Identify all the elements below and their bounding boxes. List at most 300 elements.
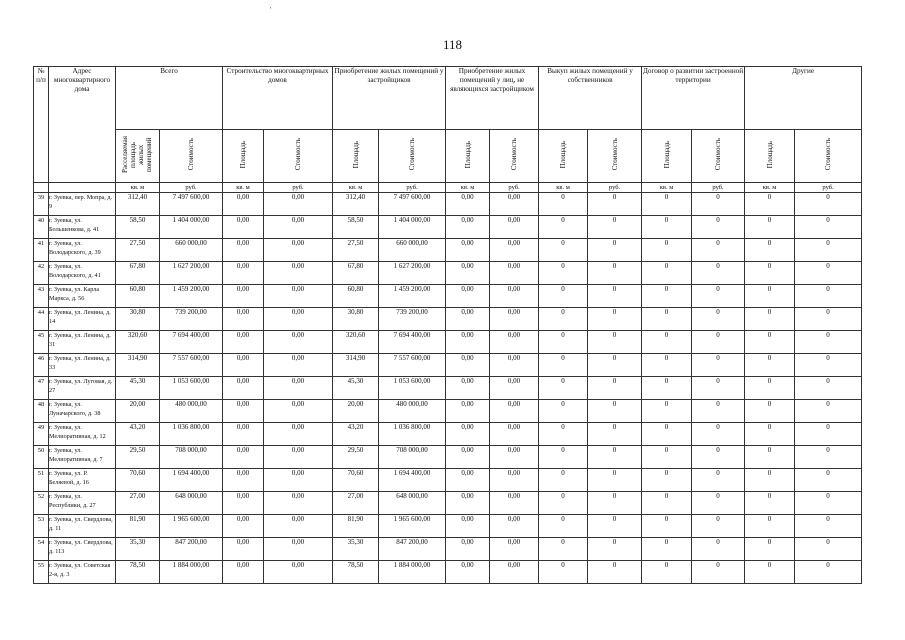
table-row: [34, 354, 862, 377]
cell-area: 0,00: [446, 193, 490, 216]
cell-cost: 708 000,00: [160, 446, 223, 469]
cell-cost: 7 557 600,00: [160, 354, 223, 377]
row-number: 52: [34, 492, 49, 515]
cell-cost: 0: [795, 423, 862, 446]
row-address: г. Зуевка, ул. Свердлова, д. 11: [49, 515, 116, 538]
cell-area: 0: [745, 492, 795, 515]
cell-area: 0,00: [223, 285, 264, 308]
cell-cost: 7 497 600,00: [379, 193, 446, 216]
cell-cost: 0,00: [264, 354, 333, 377]
cell-area: 0: [745, 262, 795, 285]
cell-area: 58,50: [116, 216, 160, 239]
subheader-resettled-area: Расселяемая площадь жилых помещений: [116, 130, 160, 183]
cell-cost: 0: [795, 331, 862, 354]
header-address: Адрес многоквартирного дома: [49, 67, 116, 183]
cell-area: 0: [745, 377, 795, 400]
cell-area: 0: [642, 216, 692, 239]
header-row-sub: [34, 130, 862, 183]
cell-area: 0: [745, 308, 795, 331]
cell-cost: 0,00: [490, 515, 539, 538]
cell-area: 0,00: [223, 446, 264, 469]
cell-cost: 0,00: [264, 515, 333, 538]
cell-area: 0,00: [446, 262, 490, 285]
cell-area: 0,00: [223, 423, 264, 446]
unit-cost: руб.: [490, 183, 539, 193]
cell-area: 320,60: [333, 331, 379, 354]
row-number: 41: [34, 239, 49, 262]
cell-area: 0: [642, 331, 692, 354]
table-row: [34, 285, 862, 308]
table-body: [34, 193, 862, 584]
cell-area: 0,00: [446, 561, 490, 584]
cell-area: 0,00: [223, 400, 264, 423]
cell-area: 29,50: [116, 446, 160, 469]
cell-cost: 0: [692, 308, 745, 331]
cell-area: 0,00: [223, 308, 264, 331]
cell-area: 0: [539, 561, 588, 584]
cell-cost: 0,00: [490, 377, 539, 400]
cell-cost: 480 000,00: [379, 400, 446, 423]
cell-cost: 0,00: [264, 561, 333, 584]
cell-cost: 0,00: [264, 193, 333, 216]
cell-cost: 0,00: [264, 400, 333, 423]
cell-cost: 0,00: [264, 446, 333, 469]
cell-area: 0: [642, 239, 692, 262]
table-row: [34, 515, 862, 538]
row-number: 53: [34, 515, 49, 538]
row-address: г. Зуевка, ул. Большенкова, д. 41: [49, 216, 116, 239]
subheader-area: Площадь: [333, 130, 379, 183]
cell-cost: 0: [588, 308, 642, 331]
cell-area: 60,80: [116, 285, 160, 308]
cell-area: 0,00: [446, 492, 490, 515]
cell-cost: 0,00: [264, 239, 333, 262]
table-row: [34, 308, 862, 331]
table-row: [34, 400, 862, 423]
cell-cost: 1 627 200,00: [160, 262, 223, 285]
cell-cost: 0,00: [490, 331, 539, 354]
cell-area: 0,00: [446, 400, 490, 423]
cell-area: 70,60: [333, 469, 379, 492]
header-group-non-developers: Приобретение жилых помещений у лиц, не являющихся застройщиком: [446, 67, 539, 130]
cell-area: 312,40: [116, 193, 160, 216]
cell-area: 0: [539, 446, 588, 469]
cell-cost: 0,00: [490, 492, 539, 515]
cell-area: 0,00: [446, 216, 490, 239]
row-address: г. Зуевка, ул. Свердлова, д. 113: [49, 538, 116, 561]
cell-area: 0,00: [223, 492, 264, 515]
cell-area: 0,00: [446, 538, 490, 561]
cell-area: 0,00: [446, 423, 490, 446]
cell-area: 0,00: [446, 308, 490, 331]
cell-cost: 0,00: [264, 538, 333, 561]
cell-area: 70,60: [116, 469, 160, 492]
cell-cost: 0: [692, 400, 745, 423]
cell-area: 0: [539, 377, 588, 400]
cell-area: 0: [539, 469, 588, 492]
cell-cost: 1 459 200,00: [379, 285, 446, 308]
cell-cost: 660 000,00: [379, 239, 446, 262]
cell-cost: 1 694 400,00: [379, 469, 446, 492]
cell-cost: 1 036 800,00: [160, 423, 223, 446]
cell-area: 0: [745, 469, 795, 492]
cell-cost: 847 200,00: [379, 538, 446, 561]
subheader-area: Площадь: [745, 130, 795, 183]
cell-area: 0: [642, 262, 692, 285]
cell-area: 0,00: [223, 216, 264, 239]
cell-cost: 648 000,00: [160, 492, 223, 515]
cell-cost: 1 965 600,00: [379, 515, 446, 538]
cell-area: 0: [539, 538, 588, 561]
cell-area: 45,30: [333, 377, 379, 400]
cell-area: 0: [745, 354, 795, 377]
cell-cost: 7 694 400,00: [379, 331, 446, 354]
row-address: г. Зуевка, ул. Мелиоративная, д. 12: [49, 423, 116, 446]
row-number: 51: [34, 469, 49, 492]
cell-area: 0: [745, 193, 795, 216]
unit-area: кв. м: [539, 183, 588, 193]
cell-cost: 7 694 400,00: [160, 331, 223, 354]
cell-area: 30,80: [116, 308, 160, 331]
cell-cost: 0,00: [490, 193, 539, 216]
row-address: г. Зуевка, ул. Луговая, д. 27: [49, 377, 116, 400]
row-address: г. Зуевка, ул. Р. Беляевой, д. 16: [49, 469, 116, 492]
cell-area: 43,20: [333, 423, 379, 446]
cell-cost: 0: [795, 239, 862, 262]
unit-cost: руб.: [264, 183, 333, 193]
cell-area: 0: [539, 400, 588, 423]
row-address: г. Зуевка, ул. Володарского, д. 41: [49, 262, 116, 285]
cell-cost: 0,00: [490, 423, 539, 446]
cell-area: 0,00: [446, 331, 490, 354]
header-num: № п/п: [34, 67, 49, 183]
cell-cost: 0,00: [264, 216, 333, 239]
header-group-territory: Договор о развитии застроенной территории: [642, 67, 745, 130]
cell-area: 0: [642, 515, 692, 538]
cell-area: 0: [745, 216, 795, 239]
header-group-total: Всего: [116, 67, 223, 130]
resettlement-table: [33, 66, 862, 584]
row-number: 42: [34, 262, 49, 285]
subheader-cost: Стоимость: [160, 130, 223, 183]
row-number: 50: [34, 446, 49, 469]
table-row: [34, 331, 862, 354]
table-row: [34, 469, 862, 492]
cell-cost: 0,00: [490, 285, 539, 308]
cell-area: 27,00: [116, 492, 160, 515]
cell-area: 0,00: [223, 331, 264, 354]
cell-area: 0: [642, 423, 692, 446]
cell-cost: 0,00: [264, 492, 333, 515]
cell-area: 67,80: [116, 262, 160, 285]
cell-cost: 0: [588, 239, 642, 262]
cell-cost: 847 200,00: [160, 538, 223, 561]
cell-area: 0: [539, 285, 588, 308]
cell-cost: 0: [692, 515, 745, 538]
cell-cost: 0: [692, 285, 745, 308]
subheader-cost: Стоимость: [588, 130, 642, 183]
cell-area: 0,00: [223, 377, 264, 400]
cell-area: 0,00: [223, 193, 264, 216]
cell-area: 0,00: [446, 377, 490, 400]
cell-cost: 0,00: [264, 469, 333, 492]
cell-area: 314,90: [333, 354, 379, 377]
cell-cost: 7 497 600,00: [160, 193, 223, 216]
row-number: 40: [34, 216, 49, 239]
cell-cost: 0: [795, 400, 862, 423]
cell-area: 0: [745, 423, 795, 446]
unit-cost: руб.: [379, 183, 446, 193]
cell-area: 78,50: [116, 561, 160, 584]
cell-area: 0,00: [446, 354, 490, 377]
cell-area: 0: [745, 446, 795, 469]
cell-cost: 0: [692, 469, 745, 492]
unit-area: кв. м: [446, 183, 490, 193]
cell-area: 20,00: [116, 400, 160, 423]
row-address: г. Зуевка, ул. Луначарского, д. 38: [49, 400, 116, 423]
cell-cost: 0,00: [264, 262, 333, 285]
cell-area: 58,50: [333, 216, 379, 239]
cell-cost: 0: [588, 515, 642, 538]
unit-cost: руб.: [588, 183, 642, 193]
cell-area: 27,50: [116, 239, 160, 262]
cell-area: 0: [642, 469, 692, 492]
row-address: г. Зуевка, пер. Мопра, д. 9: [49, 193, 116, 216]
table-row: [34, 538, 862, 561]
cell-cost: 0,00: [490, 239, 539, 262]
subheader-cost: Стоимость: [379, 130, 446, 183]
subheader-cost: Стоимость: [490, 130, 539, 183]
cell-area: 0: [745, 538, 795, 561]
cell-cost: 0: [692, 193, 745, 216]
cell-cost: 0: [692, 331, 745, 354]
subheader-area: Площадь: [223, 130, 264, 183]
cell-area: 0,00: [223, 538, 264, 561]
subheader-cost: Стоимость: [795, 130, 862, 183]
row-number: 47: [34, 377, 49, 400]
header-row-units: [34, 183, 862, 193]
cell-area: 0: [745, 239, 795, 262]
cell-cost: 0: [692, 423, 745, 446]
cell-cost: 1 053 600,00: [379, 377, 446, 400]
cell-area: 312,40: [333, 193, 379, 216]
cell-cost: 0: [795, 216, 862, 239]
cell-cost: 0: [692, 561, 745, 584]
cell-cost: 0,00: [490, 354, 539, 377]
cell-cost: 0: [588, 377, 642, 400]
page-number: 118: [442, 37, 463, 52]
cell-cost: 1 404 000,00: [160, 216, 223, 239]
row-address: г. Зуевка, ул. Володарского, д. 39: [49, 239, 116, 262]
cell-area: 45,30: [116, 377, 160, 400]
cell-cost: 0,00: [490, 538, 539, 561]
cell-area: 78,50: [333, 561, 379, 584]
cell-cost: 0: [692, 446, 745, 469]
cell-area: 67,80: [333, 262, 379, 285]
scan-mark: ': [270, 6, 272, 14]
cell-cost: 0: [692, 492, 745, 515]
unit-empty: [34, 183, 49, 193]
cell-area: 0,00: [446, 469, 490, 492]
cell-area: 0: [539, 239, 588, 262]
cell-area: 0: [539, 331, 588, 354]
cell-area: 0: [642, 308, 692, 331]
row-number: 48: [34, 400, 49, 423]
cell-cost: 0: [795, 193, 862, 216]
cell-cost: 0: [795, 515, 862, 538]
cell-cost: 0,00: [264, 331, 333, 354]
cell-area: 30,80: [333, 308, 379, 331]
subheader-cost: Стоимость: [264, 130, 333, 183]
row-address: г. Зуевка, ул. Советская 2-я, д. 3: [49, 561, 116, 584]
cell-cost: 0: [795, 561, 862, 584]
cell-cost: 648 000,00: [379, 492, 446, 515]
cell-cost: 1 884 000,00: [160, 561, 223, 584]
cell-area: 20,00: [333, 400, 379, 423]
cell-area: 0: [745, 561, 795, 584]
cell-area: 0: [745, 285, 795, 308]
unit-cost: руб.: [160, 183, 223, 193]
unit-area: кв. м: [745, 183, 795, 193]
cell-cost: 1 694 400,00: [160, 469, 223, 492]
row-number: 46: [34, 354, 49, 377]
cell-cost: 1 404 000,00: [379, 216, 446, 239]
cell-area: 0: [642, 400, 692, 423]
cell-cost: 480 000,00: [160, 400, 223, 423]
cell-area: 0: [642, 354, 692, 377]
cell-area: 60,80: [333, 285, 379, 308]
cell-cost: 0: [588, 193, 642, 216]
cell-cost: 0: [588, 262, 642, 285]
cell-area: 0: [539, 262, 588, 285]
table-row: [34, 377, 862, 400]
cell-cost: 0: [588, 331, 642, 354]
cell-cost: 1 627 200,00: [379, 262, 446, 285]
cell-area: 0,00: [223, 239, 264, 262]
cell-area: 0,00: [223, 561, 264, 584]
cell-area: 0: [642, 285, 692, 308]
cell-area: 0: [745, 400, 795, 423]
cell-cost: 0: [588, 423, 642, 446]
subheader-area: Площадь: [446, 130, 490, 183]
cell-cost: 0,00: [490, 446, 539, 469]
cell-area: 0: [539, 216, 588, 239]
cell-cost: 0: [588, 446, 642, 469]
cell-cost: 0: [795, 308, 862, 331]
row-address: г. Зуевка, ул. Карла Маркса, д. 56: [49, 285, 116, 308]
cell-area: 43,20: [116, 423, 160, 446]
row-address: г. Зуевка, ул. Ленина, д. 14: [49, 308, 116, 331]
unit-empty: [49, 183, 116, 193]
table-row: [34, 262, 862, 285]
header-group-developers: Приобретение жилых помещений у застройщиков: [333, 67, 446, 130]
cell-area: 0: [642, 193, 692, 216]
row-number: 39: [34, 193, 49, 216]
cell-area: 0: [539, 308, 588, 331]
cell-cost: 0: [795, 285, 862, 308]
cell-cost: 0: [588, 285, 642, 308]
cell-cost: 660 000,00: [160, 239, 223, 262]
cell-cost: 0: [588, 400, 642, 423]
row-number: 45: [34, 331, 49, 354]
cell-cost: 0: [795, 377, 862, 400]
cell-cost: 0: [588, 469, 642, 492]
cell-area: 0: [539, 423, 588, 446]
subheader-area: Площадь: [539, 130, 588, 183]
cell-cost: 0,00: [490, 469, 539, 492]
table-row: [34, 239, 862, 262]
cell-area: 320,60: [116, 331, 160, 354]
unit-cost: руб.: [795, 183, 862, 193]
cell-cost: 708 000,00: [379, 446, 446, 469]
cell-cost: 0: [795, 469, 862, 492]
table-row: [34, 216, 862, 239]
cell-area: 0,00: [223, 515, 264, 538]
cell-area: 0: [642, 446, 692, 469]
cell-area: 0,00: [223, 262, 264, 285]
header-row-groups: [34, 67, 862, 130]
subheader-area: Площадь: [642, 130, 692, 183]
cell-cost: 0: [588, 538, 642, 561]
cell-cost: 739 200,00: [160, 308, 223, 331]
cell-cost: 0: [692, 377, 745, 400]
row-number: 49: [34, 423, 49, 446]
cell-cost: 0: [795, 262, 862, 285]
cell-cost: 0: [692, 216, 745, 239]
cell-cost: 0: [588, 561, 642, 584]
cell-area: 0,00: [223, 469, 264, 492]
cell-cost: 0,00: [490, 216, 539, 239]
cell-cost: 0: [692, 239, 745, 262]
cell-area: 27,50: [333, 239, 379, 262]
cell-area: 0: [539, 515, 588, 538]
cell-area: 0: [745, 331, 795, 354]
unit-cost: руб.: [692, 183, 745, 193]
cell-cost: 0: [692, 354, 745, 377]
table-row: [34, 561, 862, 584]
cell-area: 81,90: [116, 515, 160, 538]
cell-area: 0: [539, 492, 588, 515]
table-row: [34, 423, 862, 446]
cell-area: 29,50: [333, 446, 379, 469]
cell-cost: 0,00: [490, 561, 539, 584]
cell-area: 0,00: [446, 285, 490, 308]
cell-area: 0: [642, 538, 692, 561]
cell-area: 0,00: [446, 515, 490, 538]
table-row: [34, 446, 862, 469]
header-group-other: Другие: [745, 67, 862, 130]
row-number: 55: [34, 561, 49, 584]
unit-area: кв. м: [333, 183, 379, 193]
unit-area: кв. м: [642, 183, 692, 193]
row-number: 43: [34, 285, 49, 308]
cell-area: 0,00: [223, 354, 264, 377]
table-row: [34, 193, 862, 216]
cell-cost: 1 884 000,00: [379, 561, 446, 584]
cell-cost: 0: [588, 216, 642, 239]
cell-area: 0: [642, 377, 692, 400]
cell-cost: 739 200,00: [379, 308, 446, 331]
unit-area: кв. м: [116, 183, 160, 193]
cell-area: 81,90: [333, 515, 379, 538]
cell-cost: 0,00: [264, 285, 333, 308]
cell-area: 0: [745, 515, 795, 538]
cell-area: 27,00: [333, 492, 379, 515]
cell-cost: 0: [588, 354, 642, 377]
row-number: 54: [34, 538, 49, 561]
cell-cost: 1 053 600,00: [160, 377, 223, 400]
cell-area: 314,90: [116, 354, 160, 377]
